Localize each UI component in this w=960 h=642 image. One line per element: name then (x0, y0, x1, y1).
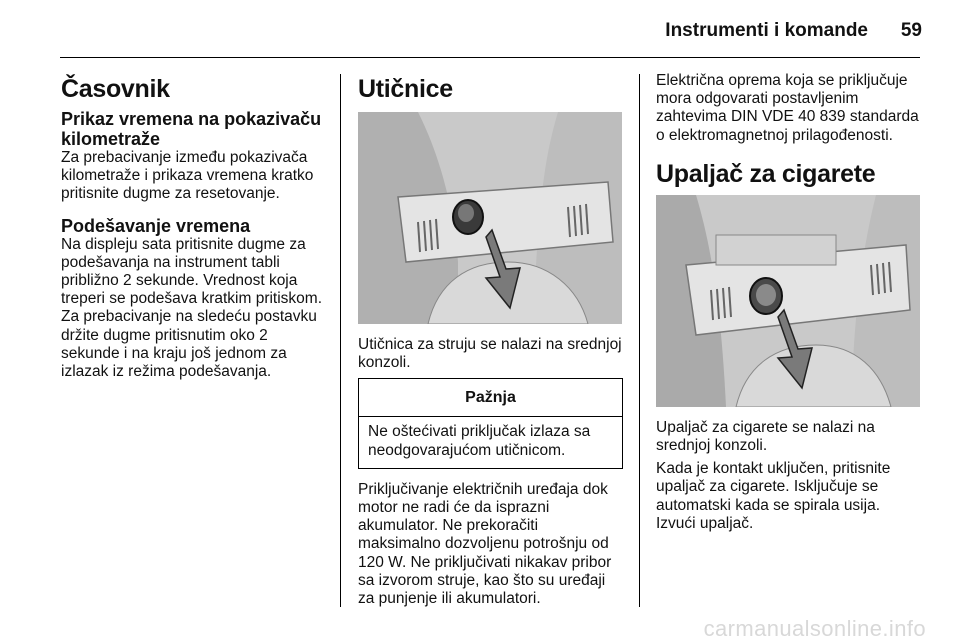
paragraph-time-setting: Na displeju sata pritisnite dugme za podešavanja na instrument tabli približno 2 sekunde. Vrednost koja treperi se podešava kratkim pritiskom. Za prebacivanje na sledeću postavku držite dugme pritisnutim oko 2 sekunde i na kraju još jednom za izlazak iz režima podešavanja. (61, 235, 323, 381)
page-number: 59 (900, 20, 922, 41)
column-divider (340, 74, 341, 607)
subheading-time-display: Prikaz vremena na pokazivaču kilometraže (61, 109, 322, 149)
watermark: carmanualsonline.info (703, 616, 926, 641)
caution-text: Ne oštećivati priključak izlaza sa neodgovarajućom utičnicom. (368, 423, 591, 459)
caution-title: Pažnja (359, 379, 622, 417)
section-heading-cigarette-lighter: Upaljač za cigarete (656, 159, 876, 188)
lighter-caption: Upaljač za cigarete se nalazi na srednjoj konzoli. (656, 418, 875, 455)
section-heading-sockets: Utičnice (358, 75, 453, 103)
column-divider (639, 74, 640, 607)
caution-box (358, 378, 623, 468)
section-heading-clock: Časovnik (61, 75, 170, 103)
running-header-title: Instrumenti i komande (665, 20, 868, 41)
subheading-time-setting: Podešavanje vremena (61, 215, 251, 236)
column-clock (61, 72, 327, 393)
power-socket-photo (358, 112, 622, 324)
column-cigarette-lighter (656, 72, 922, 533)
socket-caption: Utičnica za struju se nalazi na srednjoj konzoli. (358, 336, 622, 372)
paragraph-lighter-usage: Kada je kontakt uključen, pritisnite upaljač za cigarete. Isključuje se automatski kada se spirala usija. Izvući upaljač. (656, 460, 891, 532)
column-sockets (358, 72, 624, 608)
header-rule (60, 57, 920, 58)
cigarette-lighter-photo (656, 195, 920, 407)
paragraph-socket-usage: Priključivanje električnih uređaja dok motor ne radi će da isprazni akumulator. Ne prekoračiti maksimalno dozvoljenu potrošnju od 120 W. Ne priključivati nikakav pribor sa izvorom struje, kao što su uređaji za punjenje ili akumulatori. (358, 480, 612, 608)
paragraph-time-display: Za prebacivanje između pokazivača kilometraže i prikaza vremena kratko pritisnite dugme za resetovanje. (61, 149, 314, 203)
paragraph-emc: Električna oprema koja se priključuje mora odgovarati postavljenim zahtevima DIN VDE 40 839 standarda o elektromagnetnoj prilagođenosti. (656, 72, 919, 144)
